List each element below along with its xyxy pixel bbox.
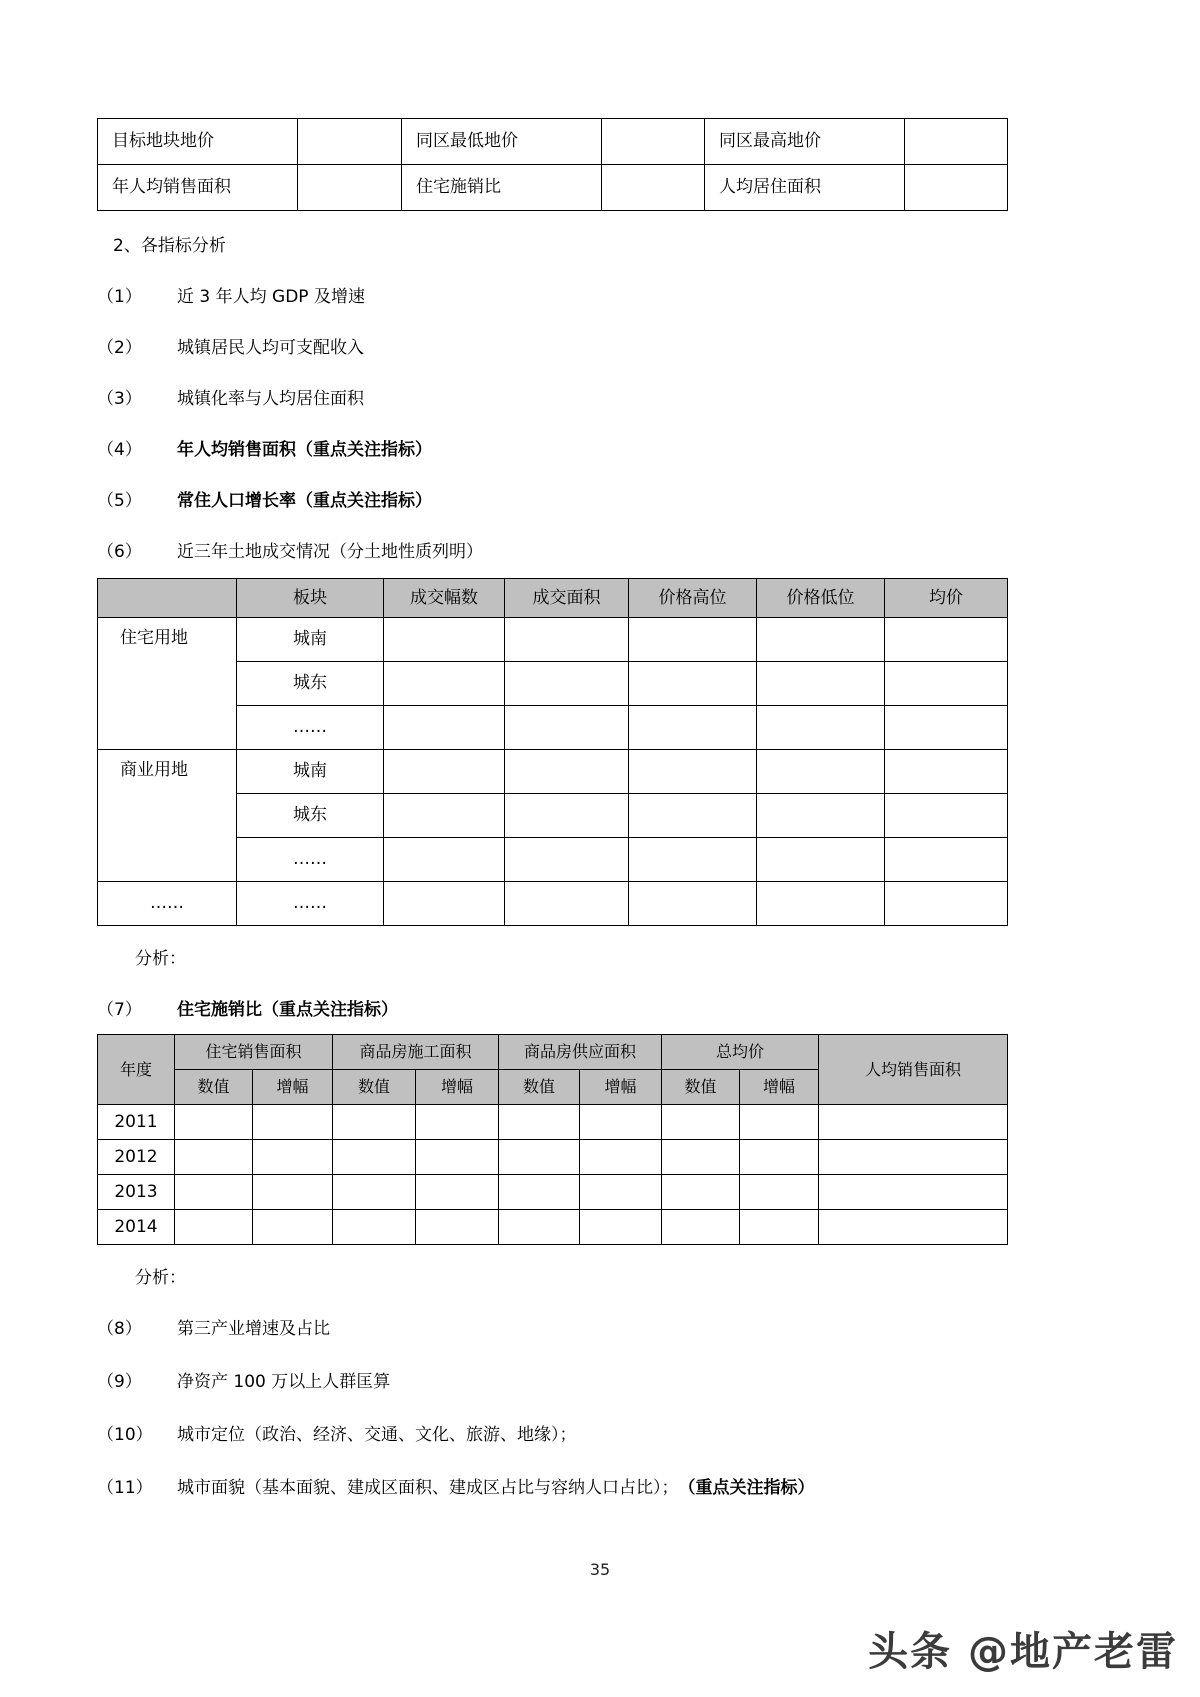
- cell-year: 2013: [98, 1175, 175, 1210]
- list-item-6: [97, 537, 1007, 562]
- table-row: [98, 618, 1008, 662]
- table-header-row: [98, 579, 1008, 618]
- cell-value[interactable]: [905, 119, 1008, 165]
- cell-value[interactable]: [333, 1175, 416, 1210]
- cell-value[interactable]: [333, 1140, 416, 1175]
- column-header-plate: 板块: [237, 579, 384, 618]
- cell-value[interactable]: [602, 165, 705, 211]
- cell-value[interactable]: [253, 1210, 333, 1245]
- cell-value[interactable]: [740, 1210, 819, 1245]
- cell-value[interactable]: [499, 1105, 580, 1140]
- column-header-avg-price: 均价: [885, 579, 1008, 618]
- cell-value[interactable]: [384, 838, 505, 882]
- list-item-label: 城市面貌（基本面貌、建成区面积、建成区占比与容纳人口占比）；: [177, 1478, 679, 1498]
- column-subheader-growth: 增幅: [253, 1070, 333, 1105]
- cell-value[interactable]: [905, 165, 1008, 211]
- cell-value[interactable]: [757, 618, 885, 662]
- cell-value[interactable]: [885, 706, 1008, 750]
- list-item-label: 常住人口增长率（重点关注指标）: [177, 491, 432, 511]
- column-header-commodity-construction-area: 商品房施工面积: [333, 1035, 499, 1070]
- column-header-price-low: 价格低位: [757, 579, 885, 618]
- sales-table-analysis-label: 分析：: [135, 1268, 186, 1288]
- list-item-7: [97, 995, 1007, 1020]
- table-row: [98, 1175, 1008, 1210]
- cell-year: 2014: [98, 1210, 175, 1245]
- cell-value[interactable]: [819, 1105, 1008, 1140]
- cell-year: 2011: [98, 1105, 175, 1140]
- cell-value[interactable]: [602, 119, 705, 165]
- land-table-analysis-label: 分析：: [135, 949, 186, 969]
- column-header-deal-area: 成交面积: [505, 579, 629, 618]
- cell-value[interactable]: [253, 1105, 333, 1140]
- column-header-residential-sales-area: 住宅销售面积: [175, 1035, 333, 1070]
- list-item-label-emphasis: （重点关注指标）: [678, 1478, 815, 1498]
- list-item-10: [97, 1420, 1007, 1445]
- table-row: [98, 119, 1008, 165]
- cell-label: 住宅施销比: [402, 165, 602, 211]
- list-item-number: （11）: [97, 1478, 153, 1498]
- cell-value[interactable]: [757, 838, 885, 882]
- list-item-11: [97, 1473, 1007, 1498]
- column-subheader-value: 数值: [662, 1070, 740, 1105]
- cell-value[interactable]: [629, 838, 757, 882]
- table-row: [98, 1140, 1008, 1175]
- column-subheader-value: 数值: [175, 1070, 253, 1105]
- table-header-row-group: [98, 1035, 1008, 1070]
- cell-value[interactable]: [757, 794, 885, 838]
- cell-value[interactable]: [416, 1210, 499, 1245]
- cell-category-more: ……: [98, 882, 237, 926]
- list-item-label: 净资产 100 万以上人群匡算: [177, 1372, 391, 1392]
- cell-value[interactable]: [629, 618, 757, 662]
- cell-value[interactable]: [499, 1175, 580, 1210]
- cell-value[interactable]: [175, 1105, 253, 1140]
- list-item-3: [97, 384, 1007, 409]
- cell-value[interactable]: [505, 706, 629, 750]
- cell-value[interactable]: [384, 706, 505, 750]
- land-transaction-table: [97, 578, 1008, 926]
- cell-value[interactable]: [505, 882, 629, 926]
- cell-value[interactable]: [662, 1105, 740, 1140]
- cell-value[interactable]: [819, 1140, 1008, 1175]
- cell-value[interactable]: [333, 1210, 416, 1245]
- table-row: [98, 750, 1008, 794]
- cell-year: 2012: [98, 1140, 175, 1175]
- list-item-number: （10）: [97, 1425, 153, 1445]
- column-header-year: 年度: [98, 1035, 175, 1105]
- cell-value[interactable]: [253, 1140, 333, 1175]
- cell-value[interactable]: [662, 1140, 740, 1175]
- list-item-number: （8）: [97, 1319, 142, 1339]
- cell-value[interactable]: [740, 1140, 819, 1175]
- column-subheader-growth: 增幅: [740, 1070, 819, 1105]
- cell-value[interactable]: [580, 1210, 662, 1245]
- column-subheader-growth: 增幅: [416, 1070, 499, 1105]
- page-number: 35: [589, 1560, 611, 1579]
- cell-value[interactable]: [757, 750, 885, 794]
- cell-label: 人均居住面积: [705, 165, 905, 211]
- cell-plate: ……: [237, 706, 384, 750]
- list-item-2: [97, 333, 1007, 358]
- cell-value[interactable]: [384, 750, 505, 794]
- list-item-number: （2）: [97, 338, 142, 358]
- cell-value[interactable]: [384, 882, 505, 926]
- cell-value[interactable]: [885, 662, 1008, 706]
- cell-value[interactable]: [662, 1210, 740, 1245]
- cell-value[interactable]: [505, 794, 629, 838]
- cell-category-residential: 住宅用地: [98, 618, 237, 750]
- cell-label: 目标地块地价: [98, 119, 298, 165]
- cell-value[interactable]: [629, 662, 757, 706]
- list-item-number: （9）: [97, 1372, 142, 1392]
- list-item-label: 城市定位（政治、经济、交通、文化、旅游、地缘）；: [177, 1425, 577, 1445]
- list-item-number: （6）: [97, 542, 142, 562]
- column-header-price-high: 价格高位: [629, 579, 757, 618]
- list-item-4: [97, 435, 1007, 460]
- cell-value[interactable]: [253, 1175, 333, 1210]
- list-item-label: 年人均销售面积（重点关注指标）: [177, 440, 432, 460]
- column-header-commodity-supply-area: 商品房供应面积: [499, 1035, 662, 1070]
- cell-label: 年人均销售面积: [98, 165, 298, 211]
- table-row: [98, 1210, 1008, 1245]
- list-item-number: （1）: [97, 287, 142, 307]
- cell-value[interactable]: [885, 618, 1008, 662]
- column-header-per-capita-sales-area: 人均销售面积: [819, 1035, 1008, 1105]
- housing-sales-ratio-table: [97, 1034, 1008, 1245]
- cell-value[interactable]: [580, 1140, 662, 1175]
- cell-value[interactable]: [757, 706, 885, 750]
- cell-value[interactable]: [819, 1210, 1008, 1245]
- cell-value[interactable]: [175, 1210, 253, 1245]
- cell-value[interactable]: [757, 662, 885, 706]
- cell-value[interactable]: [580, 1175, 662, 1210]
- cell-value[interactable]: [757, 882, 885, 926]
- list-item-label: 住宅施销比（重点关注指标）: [177, 1000, 398, 1020]
- cell-plate: 城东: [237, 794, 384, 838]
- cell-value[interactable]: [175, 1140, 253, 1175]
- cell-value[interactable]: [416, 1140, 499, 1175]
- column-header-total-avg-price: 总均价: [662, 1035, 819, 1070]
- cell-plate: ……: [237, 882, 384, 926]
- cell-value[interactable]: [298, 165, 402, 211]
- list-item-1: [97, 282, 1007, 307]
- cell-value[interactable]: [580, 1105, 662, 1140]
- cell-value[interactable]: [499, 1210, 580, 1245]
- cell-value[interactable]: [662, 1175, 740, 1210]
- cell-value[interactable]: [885, 882, 1008, 926]
- cell-value[interactable]: [505, 618, 629, 662]
- cell-value[interactable]: [499, 1140, 580, 1175]
- cell-value[interactable]: [629, 882, 757, 926]
- list-item-number: （3）: [97, 389, 142, 409]
- list-item-label: 城镇化率与人均居住面积: [177, 389, 364, 409]
- column-subheader-growth: 增幅: [580, 1070, 662, 1105]
- cell-value[interactable]: [416, 1105, 499, 1140]
- list-item-number: （5）: [97, 491, 142, 511]
- cell-value[interactable]: [505, 662, 629, 706]
- cell-value[interactable]: [384, 662, 505, 706]
- cell-value[interactable]: [740, 1105, 819, 1140]
- cell-plate: 城南: [237, 618, 384, 662]
- cell-value[interactable]: [333, 1105, 416, 1140]
- watermark: 头条 @地产老雷: [868, 1629, 1178, 1675]
- list-item-label: 第三产业增速及占比: [177, 1319, 330, 1339]
- section-heading: 2、各指标分析: [113, 236, 226, 256]
- cell-value[interactable]: [629, 794, 757, 838]
- list-item-number: （7）: [97, 1000, 142, 1020]
- list-item-5: [97, 486, 1007, 511]
- cell-category-commercial: 商业用地: [98, 750, 237, 882]
- cell-value[interactable]: [629, 706, 757, 750]
- cell-value[interactable]: [384, 794, 505, 838]
- list-item-label: 近 3 年人均 GDP 及增速: [177, 287, 365, 307]
- table-row: [98, 1105, 1008, 1140]
- cell-value[interactable]: [416, 1175, 499, 1210]
- cell-value[interactable]: [819, 1175, 1008, 1210]
- list-item-label: 近三年土地成交情况（分土地性质列明）: [177, 542, 483, 562]
- cell-value[interactable]: [298, 119, 402, 165]
- column-subheader-value: 数值: [499, 1070, 580, 1105]
- column-header-deal-count: 成交幅数: [384, 579, 505, 618]
- cell-plate: ……: [237, 838, 384, 882]
- table-row: [98, 882, 1008, 926]
- list-item-label: 城镇居民人均可支配收入: [177, 338, 364, 358]
- cell-label: 同区最低地价: [402, 119, 602, 165]
- cell-value[interactable]: [629, 750, 757, 794]
- cell-plate: 城南: [237, 750, 384, 794]
- cell-value[interactable]: [740, 1175, 819, 1210]
- cell-value[interactable]: [505, 750, 629, 794]
- cell-plate: 城东: [237, 662, 384, 706]
- cell-value[interactable]: [175, 1175, 253, 1210]
- cell-value[interactable]: [885, 838, 1008, 882]
- cell-label: 同区最高地价: [705, 119, 905, 165]
- column-subheader-value: 数值: [333, 1070, 416, 1105]
- land-price-summary-table: [97, 118, 1008, 211]
- cell-value[interactable]: [384, 618, 505, 662]
- list-item-9: [97, 1367, 1007, 1392]
- list-item-number: （4）: [97, 440, 142, 460]
- column-header-blank: [98, 579, 237, 618]
- cell-value[interactable]: [505, 838, 629, 882]
- page-content: [97, 118, 1007, 1498]
- cell-value[interactable]: [885, 750, 1008, 794]
- cell-value[interactable]: [885, 794, 1008, 838]
- list-item-8: [97, 1314, 1007, 1339]
- table-row: [98, 165, 1008, 211]
